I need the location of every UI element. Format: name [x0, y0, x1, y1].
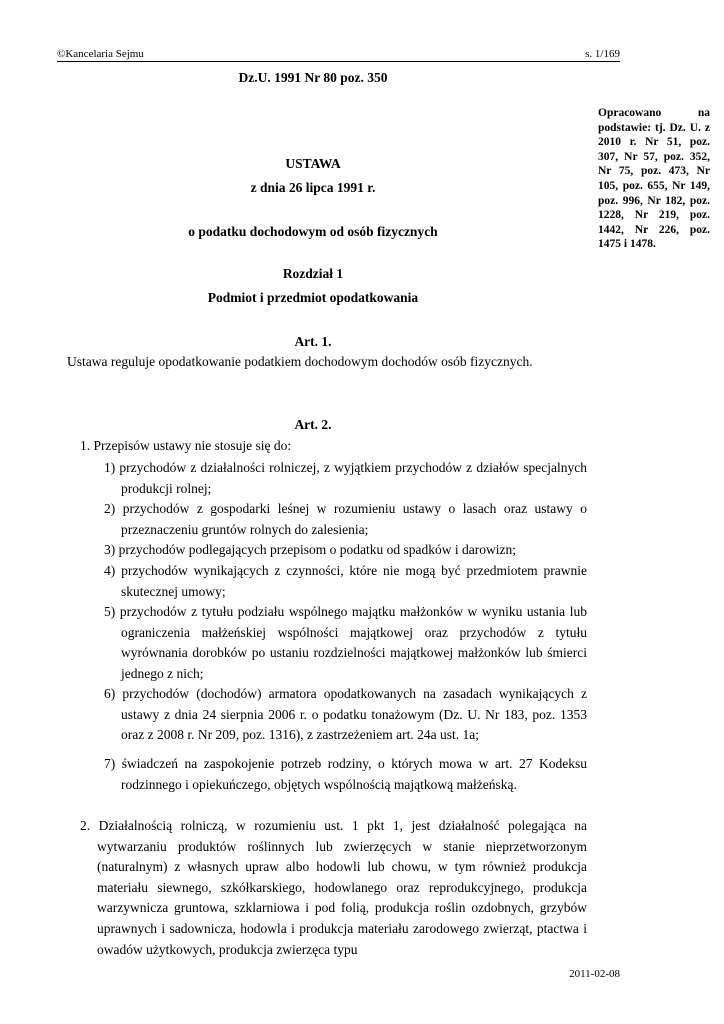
art1-text: Ustawa reguluje opodatkowanie podatkiem dochodowym dochodów osób fizycznych.: [67, 354, 533, 369]
header-publisher: ©Kancelaria Sejmu: [57, 48, 144, 60]
art2-item-6: 6) przychodów (dochodów) armatora opodatkowanych na zasadach wynikających z ustawy z dnia 24 sierpnia 2006 r. o podatku tonażowym (Dz. U. Nr 183, poz. 1353 oraz z 2008 r. Nr 209, poz. 1316), z zastrzeżeniem art. 24a ust. 1a;: [104, 686, 587, 743]
act-subject: o podatku dochodowym od osób fizycznych: [188, 224, 438, 239]
art2-item-7: 7) świadczeń na zaspokojenie potrzeb rodziny, o których mowa w art. 27 Kodeksu rodzinnego i opiekuńczego, objętych wspólnością majątkową małżeńską.: [104, 756, 587, 792]
header-rule: [57, 61, 620, 62]
art2-item-1: 1) przychodów z działalności rolniczej, z wyjątkiem przychodów z działów specjalnych produkcji rolnej;: [104, 460, 587, 496]
art2-item-4: 4) przychodów wynikających z czynności, które nie mogą być przedmiotem prawnie skutecznej umowy;: [104, 563, 587, 599]
art2-title: Art. 2.: [294, 417, 332, 432]
doc-reference: Dz.U. 1991 Nr 80 poz. 350: [238, 70, 388, 85]
chapter-number: Rozdział 1: [282, 266, 344, 281]
art2-item-5: 5) przychodów z tytułu podziału wspólnego majątku małżonków w wyniku ustania lub ograniczenia małżeńskiej wspólności majątkowej oraz przychodów z tytułu wyrównania dorobków po ustaniu rozdzielności majątkowej małżonków lub śmierci jednego z nich;: [104, 604, 587, 681]
art2-par2: 2. Działalnością rolniczą, w rozumieniu ust. 1 pkt 1, jest działalność polegająca na wytwarzaniu produktów roślinnych lub zwierzęcych w stanie nieprzetworzonym (naturalnym) z własnych upraw albo hodowli lub chowu, w tym również produkcja materiału siewnego, szkółkarskiego, hodowlanego oraz reprodukcyjnego, produkcja warzywnicza gruntowa, szklarniowa i pod folią, produkcja roślin ozdobnych, grzybów uprawnych i sadownicza, hodowla i produkcja materiału zarodowego zwierząt, ptactwa i owadów użytkowych, produkcja zwierzęca typu: [80, 818, 587, 957]
art2-par1-intro: 1. Przepisów ustawy nie stosuje się do:: [80, 438, 292, 453]
art2-item-2: 2) przychodów z gospodarki leśnej w rozumieniu ustawy o lasach oraz ustawy o przeznaczeniu gruntów rolnych do zalesienia;: [104, 501, 587, 537]
header-page-number: s. 1/169: [585, 48, 620, 60]
side-note: Opracowano na podstawie: tj. Dz. U. z 2010 r. Nr 51, poz. 307, Nr 57, poz. 352, Nr 75, poz. 473, Nr 105, poz. 655, Nr 149, poz. 996, Nr 182, poz. 1228, Nr 219, poz. 1442, Nr 226, poz. 1475 i 1478.: [598, 107, 710, 251]
act-type: USTAWA: [285, 156, 341, 171]
footer-date: 2011-02-08: [569, 968, 620, 980]
art1-title: Art. 1.: [294, 334, 332, 349]
chapter-title: Podmiot i przedmiot opodatkowania: [207, 290, 419, 305]
art2-item-3: 3) przychodów podlegających przepisom o podatku od spadków i darowizn;: [104, 542, 517, 557]
act-date: z dnia 26 lipca 1991 r.: [250, 180, 376, 195]
